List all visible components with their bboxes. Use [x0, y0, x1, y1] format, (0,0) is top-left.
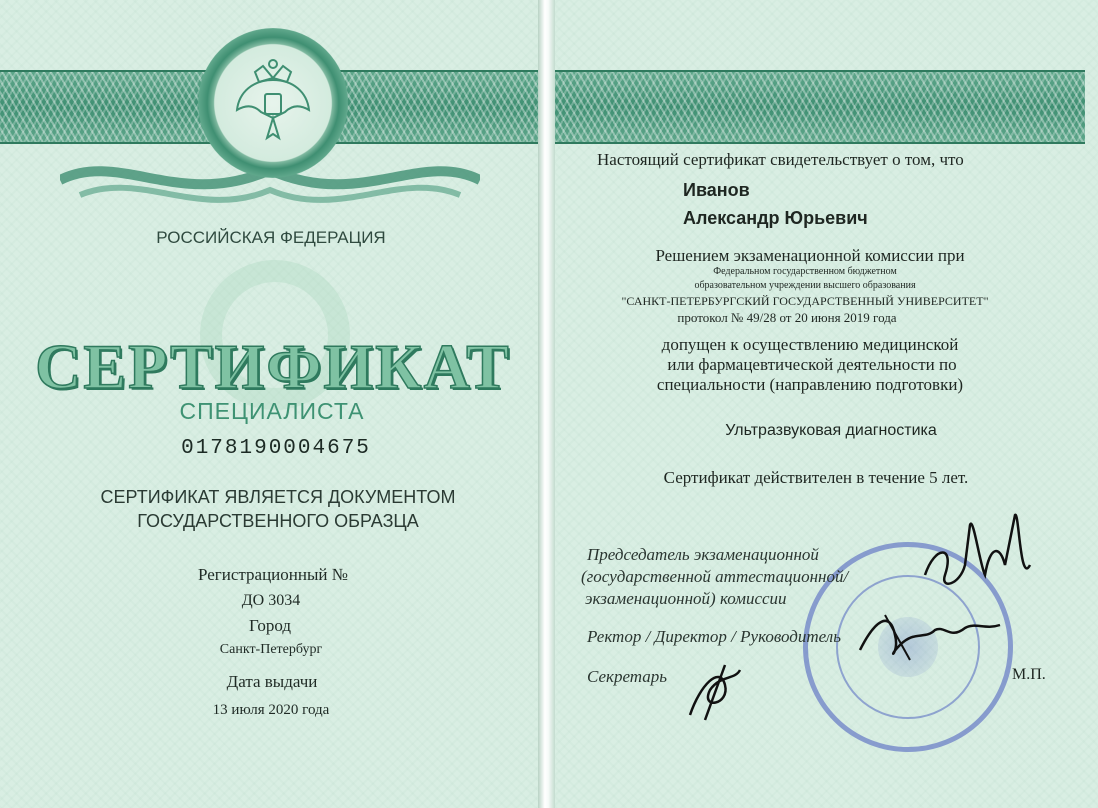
- certificate-subtitle: СПЕЦИАЛИСТА: [179, 398, 365, 424]
- holder-name: Александр Юрьевич: [683, 208, 868, 228]
- chairman-line-1: Председатель экзаменационной: [587, 545, 819, 564]
- statement-line-2: ГОСУДАРСТВЕННОГО ОБРАЗЦА: [137, 511, 419, 531]
- admitted-line-3: специальности (направлению подготовки): [656, 375, 964, 394]
- decision-text: Решением экзаменационной комиссии при: [655, 246, 965, 265]
- intro-text: Настоящий сертификат свидетельствует о том, что: [597, 150, 964, 169]
- specialty-text: Ультразвуковая диагностика: [725, 422, 937, 439]
- secretary-label: Секретарь: [587, 667, 667, 686]
- double-headed-eagle-icon: [233, 58, 313, 148]
- issue-date-value: 13 июля 2020 года: [212, 702, 330, 718]
- city-value: Санкт-Петербург: [219, 642, 323, 657]
- seal-place-label: М.П.: [1012, 666, 1046, 683]
- holder-surname: Иванов: [683, 180, 750, 200]
- registration-label: Регистрационный №: [198, 565, 348, 584]
- rector-signature: [855, 600, 1005, 670]
- institution-name: "САНКТ-ПЕТЕРБУРГСКИЙ ГОСУДАРСТВЕННЫЙ УНИВЕРСИТЕТ": [621, 294, 989, 308]
- statement-line-1: СЕРТИФИКАТ ЯВЛЯЕТСЯ ДОКУМЕНТОМ: [100, 487, 456, 507]
- rector-label: Ректор / Директор / Руководитель: [587, 627, 841, 646]
- validity-text: Сертификат действителен в течение 5 лет.: [663, 468, 969, 487]
- protocol-text: протокол № 49/28 от 20 июня 2019 года: [677, 310, 897, 325]
- admitted-line-2: или фармацевтической деятельности по: [667, 355, 957, 374]
- certificate-number: 0178190004675: [181, 437, 371, 460]
- registration-value: ДО 3034: [241, 592, 301, 609]
- city-label: Город: [249, 616, 291, 635]
- issue-date-label: Дата выдачи: [226, 672, 318, 691]
- ornament-band-right: [555, 70, 1085, 144]
- chairman-line-3: экзаменационной) комиссии: [585, 589, 787, 608]
- emblem-medallion: [198, 28, 348, 178]
- chairman-line-2: (государственной аттестационной/: [581, 567, 849, 586]
- certificate-title: СЕРТИФИКАТ: [35, 331, 511, 402]
- institution-line-1: Федеральном государственном бюджетном: [713, 266, 897, 277]
- secretary-signature: [680, 655, 750, 725]
- country-name: РОССИЙСКАЯ ФЕДЕРАЦИЯ: [156, 228, 386, 247]
- admitted-line-1: допущен к осуществлению медицинской: [661, 335, 959, 354]
- book-spine: [538, 0, 555, 808]
- institution-line-2: образовательном учреждении высшего образования: [694, 280, 916, 291]
- chairman-signature: [915, 505, 1045, 605]
